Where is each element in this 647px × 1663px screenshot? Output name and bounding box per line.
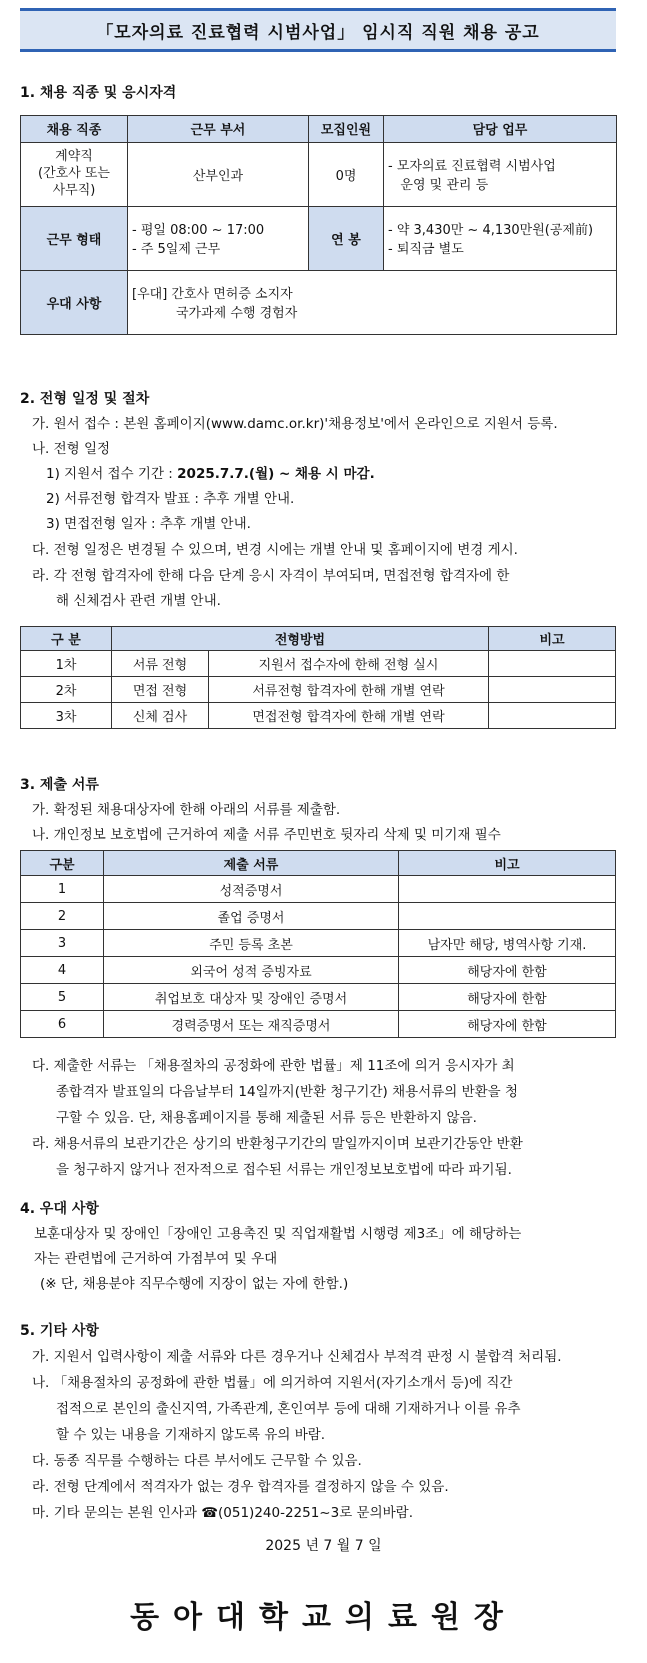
doc-name: 주민 등록 초본 bbox=[104, 930, 399, 957]
s3-line-6: 라. 채용서류의 보관기간은 상기의 반환청구기간의 말일까지이며 보관기간동안 반환 bbox=[32, 1136, 523, 1152]
s4-line-2: 자는 관련법에 근거하여 가점부여 및 우대 bbox=[34, 1251, 278, 1267]
doc-name: 졸업 증명서 bbox=[104, 903, 399, 930]
doc-note: 해당자에 한함 bbox=[399, 1011, 616, 1038]
s3-line-3: 다. 제출한 서류는 「채용절차의 공정화에 관한 법률」제 11조에 의거 응시자가 최 bbox=[32, 1058, 515, 1074]
process-table bbox=[20, 626, 616, 729]
s3-line-1: 가. 확정된 채용대상자에 한해 아래의 서류를 제출함. bbox=[32, 802, 341, 818]
col-dept: 근무 부서 bbox=[128, 116, 309, 143]
preference-label: 우대 사항 bbox=[21, 270, 128, 334]
process-stage: 1차 bbox=[21, 651, 112, 677]
process-row bbox=[21, 677, 616, 703]
dept-cell: 산부인과 bbox=[128, 142, 309, 206]
s3-line-2: 나. 개인정보 보호법에 근거하여 제출 서류 주민번호 뒷자리 삭제 및 미기재 필수 bbox=[32, 827, 501, 843]
duty-line-2: 운영 및 관리 등 bbox=[388, 178, 489, 194]
s5-line-3: 접적으로 본인의 출신지역, 가족관계, 혼인여부 등에 대해 기재하거나 이를 유추 bbox=[56, 1401, 521, 1417]
col-count: 모집인원 bbox=[309, 116, 384, 143]
doc-note: 남자만 해당, 병역사항 기재. bbox=[399, 930, 616, 957]
page-title: 「모자의료 진료협력 시범사업」 임시직 직원 채용 공고 bbox=[20, 8, 616, 52]
work-type-line-2: - 주 5일제 근무 bbox=[132, 242, 221, 258]
doc-name: 취업보호 대상자 및 장애인 증명서 bbox=[104, 984, 399, 1011]
s5-line-2: 나. 「채용절차의 공정화에 관한 법률」에 의거하여 지원서(자기소개서 등)에 직간 bbox=[32, 1375, 513, 1391]
doc-no: 4 bbox=[21, 957, 104, 984]
s3-line-4: 종합격자 발표일의 다음날부터 14일까지(반환 청구기간) 채용서류의 반환을 청 bbox=[56, 1084, 519, 1100]
process-col-stage: 구 분 bbox=[21, 627, 112, 651]
process-desc: 서류전형 합격자에 한해 개별 연락 bbox=[209, 677, 489, 703]
doc-row bbox=[21, 903, 616, 930]
doc-no: 1 bbox=[21, 876, 104, 903]
col-duty: 담당 업무 bbox=[384, 116, 617, 143]
s2-line-5: 3) 면접전형 일자 : 추후 개별 안내. bbox=[46, 516, 251, 532]
section-5-heading: 5. 기타 사항 bbox=[20, 1323, 99, 1339]
doc-note: 해당자에 한함 bbox=[399, 957, 616, 984]
application-period: 2025.7.7.(월) ~ 채용 시 마감. bbox=[177, 466, 375, 482]
s5-line-1: 가. 지원서 입력사항이 제출 서류와 다른 경우거나 신체검사 부적격 판정 시 불합격 처리됨. bbox=[32, 1349, 562, 1365]
s5-line-4: 할 수 있는 내용을 기재하지 않도록 유의 바람. bbox=[56, 1427, 326, 1443]
doc-note bbox=[399, 876, 616, 903]
section-2-heading: 2. 전형 일정 및 절차 bbox=[20, 391, 150, 407]
s3-line-7: 을 청구하지 않거나 전자적으로 접수된 서류는 개인정보보호법에 따라 파기됨. bbox=[56, 1162, 512, 1178]
notice-date: 2025 년 7 월 7 일 bbox=[265, 1538, 382, 1554]
work-type-label: 근무 형태 bbox=[21, 206, 128, 270]
s2-line-8: 해 신체검사 관련 개별 안내. bbox=[56, 593, 221, 609]
process-stage: 3차 bbox=[21, 703, 112, 729]
process-row bbox=[21, 651, 616, 677]
salary-line-2: - 퇴직금 별도 bbox=[388, 242, 464, 258]
doc-no: 5 bbox=[21, 984, 104, 1011]
process-stage: 2차 bbox=[21, 677, 112, 703]
s3-line-5: 구할 수 있음. 단, 채용홈페이지를 통해 제출된 서류 등은 반환하지 않음. bbox=[56, 1110, 477, 1126]
process-col-method: 전형방법 bbox=[112, 627, 489, 651]
process-type: 신체 검사 bbox=[112, 703, 209, 729]
doc-row bbox=[21, 876, 616, 903]
section-4-heading: 4. 우대 사항 bbox=[20, 1201, 99, 1217]
doc-no: 6 bbox=[21, 1011, 104, 1038]
doc-no: 3 bbox=[21, 930, 104, 957]
process-desc: 지원서 접수자에 한해 전형 실시 bbox=[209, 651, 489, 677]
s2-line-2: 나. 전형 일정 bbox=[32, 441, 111, 457]
preference-cell bbox=[128, 270, 617, 334]
salary-label: 연 봉 bbox=[309, 206, 384, 270]
s2-line-6: 다. 전형 일정은 변경될 수 있으며, 변경 시에는 개별 안내 및 홈페이지에 변경 게시. bbox=[32, 542, 518, 558]
salary-line-1: - 약 3,430만 ~ 4,130만원(공제前) bbox=[388, 223, 594, 239]
s5-line-5: 다. 동종 직무를 수행하는 다른 부서에도 근무할 수 있음. bbox=[32, 1453, 362, 1469]
process-note bbox=[489, 703, 616, 729]
preference-line-1: [우대] 간호사 면허증 소지자 bbox=[132, 287, 293, 303]
recruit-table bbox=[20, 115, 617, 335]
count-cell: 0명 bbox=[309, 142, 384, 206]
s2-line-4: 2) 서류전형 합격자 발표 : 추후 개별 안내. bbox=[46, 491, 295, 507]
docs-col-note: 비고 bbox=[399, 851, 616, 876]
process-type: 서류 전형 bbox=[112, 651, 209, 677]
doc-note: 해당자에 한함 bbox=[399, 984, 616, 1011]
s4-line-3: (※ 단, 채용분야 직무수행에 지장이 없는 자에 한함.) bbox=[40, 1276, 349, 1292]
s2-line-3 bbox=[46, 462, 375, 482]
section-3-heading: 3. 제출 서류 bbox=[20, 777, 99, 793]
s2-line-1: 가. 원서 접수 : 본원 홈페이지(www.damc.or.kr)'채용정보'에서 온라인으로 지원서 등록. bbox=[32, 416, 558, 432]
doc-row bbox=[21, 957, 616, 984]
issuer-signature: 동아대학교의료원장 bbox=[130, 1600, 517, 1635]
work-type-cell bbox=[128, 206, 309, 270]
work-type-line-1: - 평일 08:00 ~ 17:00 bbox=[132, 223, 265, 239]
s4-line-1: 보훈대상자 및 장애인「장애인 고용촉진 및 직업재활법 시행령 제3조」에 해당하는 bbox=[34, 1226, 522, 1242]
s5-line-7: 마. 기타 문의는 본원 인사과 ☎(051)240-2251~3로 문의바람. bbox=[32, 1505, 413, 1521]
documents-table bbox=[20, 850, 616, 1038]
doc-note bbox=[399, 903, 616, 930]
docs-col-name: 제출 서류 bbox=[104, 851, 399, 876]
doc-name: 경력증명서 또는 재직증명서 bbox=[104, 1011, 399, 1038]
doc-row bbox=[21, 1011, 616, 1038]
doc-row bbox=[21, 984, 616, 1011]
process-type: 면접 전형 bbox=[112, 677, 209, 703]
preference-line-2: 국가과제 수행 경험자 bbox=[176, 306, 298, 322]
duty-line-1: - 모자의료 진료협력 시범사업 bbox=[388, 159, 556, 175]
duty-cell bbox=[384, 142, 617, 206]
job-cell: 계약직 (간호사 또는 사무직) bbox=[21, 142, 128, 206]
doc-name: 외국어 성적 증빙자료 bbox=[104, 957, 399, 984]
process-col-note: 비고 bbox=[489, 627, 616, 651]
col-job: 채용 직종 bbox=[21, 116, 128, 143]
doc-name: 성적증명서 bbox=[104, 876, 399, 903]
doc-no: 2 bbox=[21, 903, 104, 930]
process-note bbox=[489, 651, 616, 677]
s5-line-6: 라. 전형 단계에서 적격자가 없는 경우 합격자를 결정하지 않을 수 있음. bbox=[32, 1479, 449, 1495]
process-note bbox=[489, 677, 616, 703]
s2-line-3a: 1) 지원서 접수 기간 : bbox=[46, 466, 178, 482]
s2-line-7: 라. 각 전형 합격자에 한해 다음 단계 응시 자격이 부여되며, 면접전형 합격자에 한 bbox=[32, 568, 510, 584]
process-desc: 면접전형 합격자에 한해 개별 연락 bbox=[209, 703, 489, 729]
section-1-heading: 1. 채용 직종 및 응시자격 bbox=[20, 85, 177, 101]
doc-row bbox=[21, 930, 616, 957]
process-row bbox=[21, 703, 616, 729]
salary-cell bbox=[384, 206, 617, 270]
docs-col-no: 구분 bbox=[21, 851, 104, 876]
